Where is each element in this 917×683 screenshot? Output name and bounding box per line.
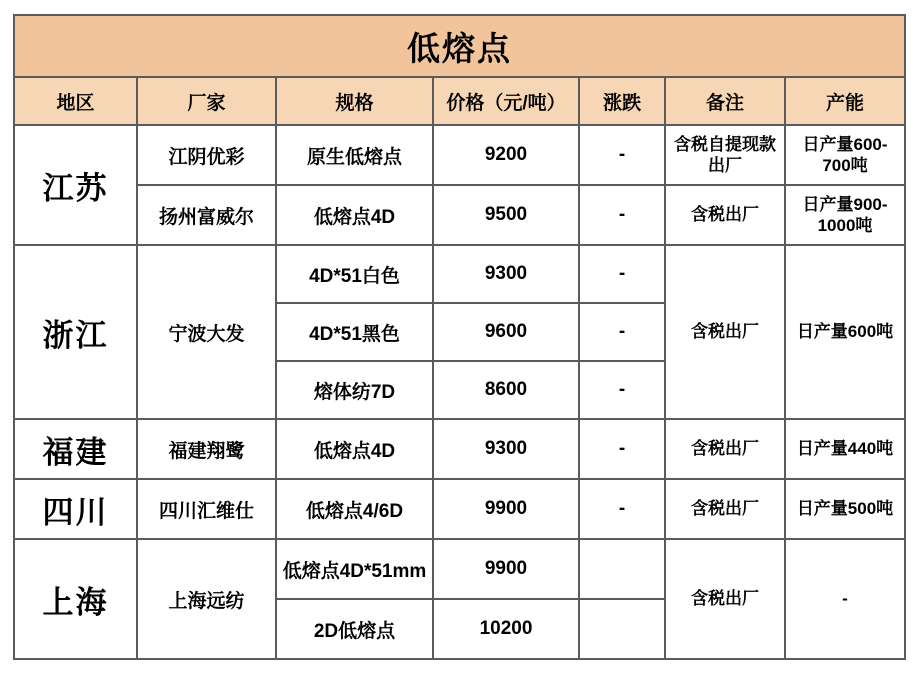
cell-spec: 4D*51黑色 — [276, 303, 433, 361]
cell-price: 10200 — [433, 599, 579, 659]
column-header-capacity: 产能 — [785, 77, 905, 125]
cell-capacity: 日产量440吨 — [785, 419, 905, 479]
price-sheet — [0, 14, 917, 683]
cell-price: 9500 — [433, 185, 579, 245]
cell-spec: 低熔点4D*51mm — [276, 539, 433, 599]
cell-region: 福建 — [14, 419, 137, 479]
cell-price: 8600 — [433, 361, 579, 419]
cell-spec: 熔体纺7D — [276, 361, 433, 419]
cell-change: - — [579, 185, 665, 245]
cell-price: 9300 — [433, 419, 579, 479]
cell-change: - — [579, 125, 665, 185]
table-row — [14, 245, 905, 303]
cell-capacity: 日产量900-1000吨 — [785, 185, 905, 245]
cell-change: - — [579, 303, 665, 361]
cell-spec: 低熔点4D — [276, 419, 433, 479]
table-row — [14, 479, 905, 539]
cell-change: - — [579, 245, 665, 303]
cell-capacity: 日产量600吨 — [785, 245, 905, 419]
cell-change — [579, 539, 665, 599]
table-header-row — [14, 77, 905, 125]
column-header-manufacturer: 厂家 — [137, 77, 276, 125]
cell-change — [579, 599, 665, 659]
column-header-spec: 规格 — [276, 77, 433, 125]
cell-region: 浙江 — [14, 245, 137, 419]
cell-price: 9600 — [433, 303, 579, 361]
table-row — [14, 125, 905, 185]
cell-manufacturer: 宁波大发 — [137, 245, 276, 419]
table-title-row — [14, 15, 905, 77]
cell-note: 含税出厂 — [665, 539, 785, 659]
cell-manufacturer: 上海远纺 — [137, 539, 276, 659]
cell-manufacturer: 福建翔鹭 — [137, 419, 276, 479]
cell-change: - — [579, 419, 665, 479]
cell-capacity: 日产量500吨 — [785, 479, 905, 539]
cell-price: 9300 — [433, 245, 579, 303]
cell-change: - — [579, 479, 665, 539]
column-header-change: 涨跌 — [579, 77, 665, 125]
low-melting-point-price-table — [13, 14, 906, 660]
table-row — [14, 539, 905, 599]
cell-price: 9900 — [433, 539, 579, 599]
cell-spec: 4D*51白色 — [276, 245, 433, 303]
cell-spec: 低熔点4/6D — [276, 479, 433, 539]
table-row — [14, 419, 905, 479]
cell-manufacturer: 扬州富威尔 — [137, 185, 276, 245]
cell-price: 9200 — [433, 125, 579, 185]
column-header-price: 价格（元/吨） — [433, 77, 579, 125]
cell-manufacturer: 江阴优彩 — [137, 125, 276, 185]
cell-note: 含税出厂 — [665, 245, 785, 419]
cell-price: 9900 — [433, 479, 579, 539]
cell-region: 上海 — [14, 539, 137, 659]
column-header-note: 备注 — [665, 77, 785, 125]
table-row — [14, 185, 905, 245]
page-title: 低熔点 — [14, 15, 905, 77]
column-header-region: 地区 — [14, 77, 137, 125]
cell-note: 含税出厂 — [665, 479, 785, 539]
cell-manufacturer: 四川汇维仕 — [137, 479, 276, 539]
cell-region: 四川 — [14, 479, 137, 539]
cell-spec: 低熔点4D — [276, 185, 433, 245]
cell-region: 江苏 — [14, 125, 137, 245]
cell-note: 含税出厂 — [665, 185, 785, 245]
cell-note: 含税出厂 — [665, 419, 785, 479]
cell-change: - — [579, 361, 665, 419]
cell-capacity: - — [785, 539, 905, 659]
cell-spec: 2D低熔点 — [276, 599, 433, 659]
cell-capacity: 日产量600-700吨 — [785, 125, 905, 185]
cell-spec: 原生低熔点 — [276, 125, 433, 185]
cell-note: 含税自提现款出厂 — [665, 125, 785, 185]
